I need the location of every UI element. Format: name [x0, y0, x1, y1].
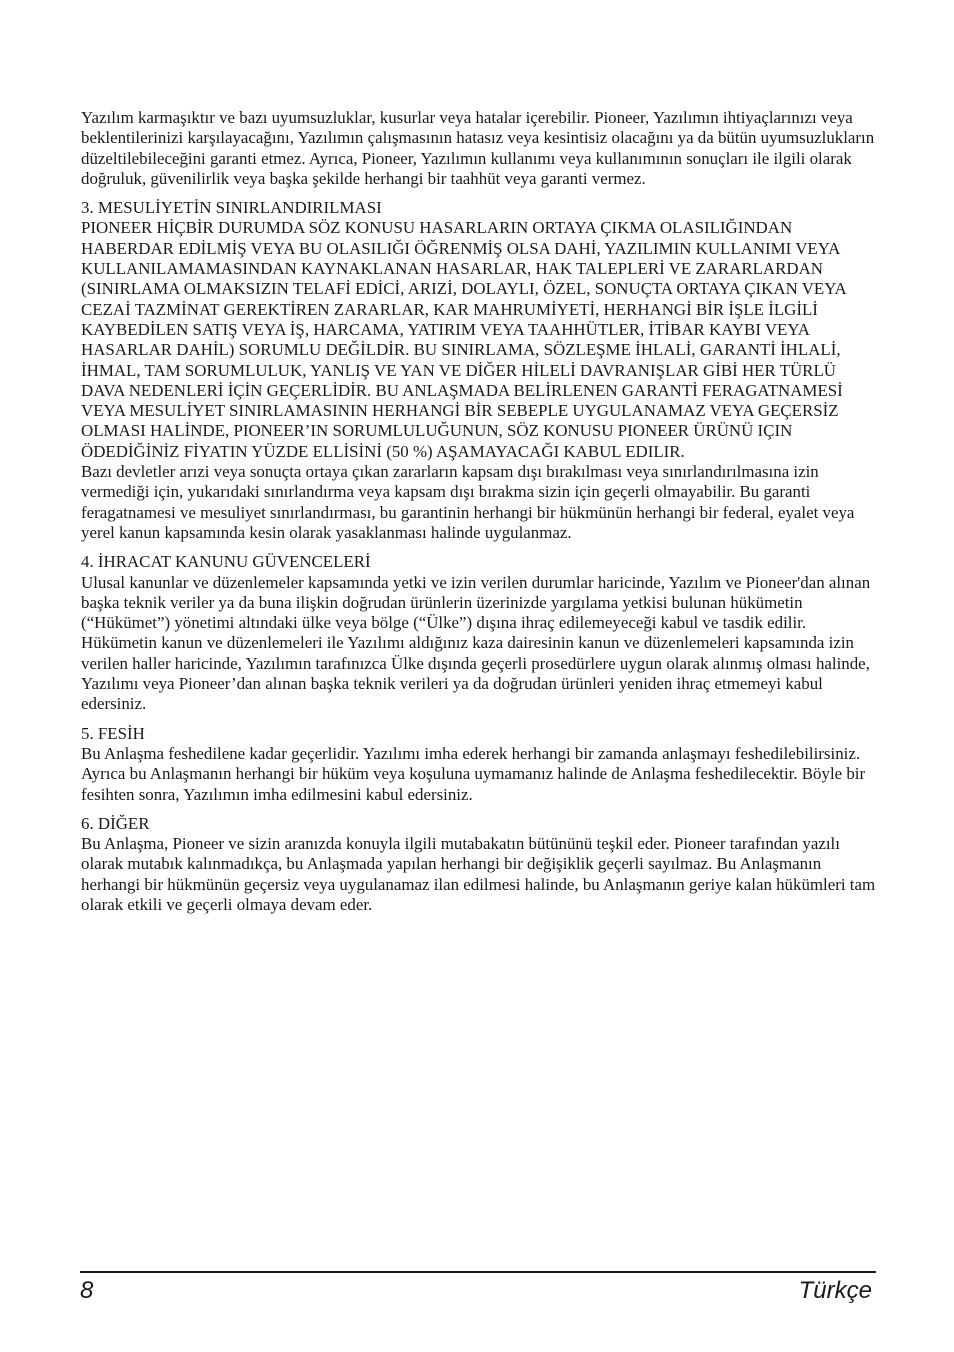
section-body-continued: Bazı devletler arızi veya sonuçta ortaya çıkan zararların kapsam dışı bırakılması veya sınırlandırılmasına izin vermediği için, yukarıdaki sınırlandırma veya kapsam dışı bırakma sizin için geçerli olmayabilir. Bu garanti feragatnamesi ve mesuliyet sınırlandırması, bu garantinin herhangi bir hükmünün herhangi bir federal, eyalet veya yerel kanun kapsamında kesin olarak yasaklanması halinde uygulanmaz. [81, 462, 855, 542]
section-liability [81, 198, 877, 543]
section-body: PIONEER HİÇBİR DURUMDA SÖZ KONUSU HASARLARIN ORTAYA ÇIKMA OLASILIĞINDAN HABERDAR EDİLMİŞ VEYA BU OLASILIĞI ÖĞRENMİŞ OLSA DAHİ, YAZILIMIN KULLANIMI VEYA KULLANILAMAMASINDAN KAYNAKLANAN HASARLAR, HAK TALEPLERİ VE ZARARLARDAN (SINIRLAMA OLMAKSIZIN TELAFİ EDİCİ, ARIZİ, DOLAYLI, ÖZEL, SONUÇTA ORTAYA ÇIKAN VEYA CEZAİ TAZMİNAT GEREKTİREN ZARARLAR, KAR MAHRUMİYETİ, HERHANGİ BİR İŞLE İLGİLİ KAYBEDİLEN SATIŞ VEYA İŞ, HARCAMA, YATIRIM VEYA TAAHHÜTLER, İTİBAR KAYBI VEYA HASARLAR DAHİL) SORUMLU DEĞİLDİR. BU SINIRLAMA, SÖZLEŞME İHLALİ, GARANTİ İHLALİ, İHMAL, TAM SORUMLULUK, YANLIŞ VE YAN VE DİĞER HİLELİ DAVRANIŞLAR GİBİ HER TÜRLÜ DAVA NEDENLERİ İÇİN GEÇERLİDİR. BU ANLAŞMADA BELİRLENEN GARANTİ FERAGATNAMESİ VEYA MESULİYET SINIRLAMASININ HERHANGİ BİR SEBEPLE UYGULANAMAZ VEYA GEÇERSİZ OLMASI HALİNDE, PIONEER’IN SORUMLULUĞUNUN, SÖZ KONUSU PIONEER ÜRÜNÜ IÇIN ÖDEDİĞİNİZ FİYATIN YÜZDE ELLİSİNİ (50 %) AŞAMAYACAĞI KABUL EDILIR. [81, 218, 846, 461]
section-other [81, 814, 877, 915]
section-title: 5. FESİH [81, 723, 145, 743]
page-footer [80, 1277, 872, 1305]
section-title: 6. DİĞER [81, 813, 150, 833]
section-body: Ulusal kanunlar ve düzenlemeler kapsamında yetki ve izin verilen durumlar haricinde, Yazılım ve Pioneer'dan alınan başka teknik veriler ya da buna ilişkin doğrudan ürünlerin üzerinizde yargılama yetkisi bulunan hükümetin (“Hükümet”) yönetimi altındaki ülke veya bölge (“Ülke”) dışına ihraç edilemeyeceği kabul ve tasdik edilir. Hükümetin kanun ve düzenlemeleri ile Yazılımı aldığınız kaza dairesinin kanun ve düzenlemeleri kapsamında izin verilen haller haricinde, Yazılımın tarafınızca Ülke dışında geçerli prosedürlere uygun olarak alınmış olması halinde, Yazılımı veya Pioneer’dan alınan başka teknik verileri ya da doğrudan ürünleri yeniden ihraç etmemeyi kabul edersiniz. [81, 572, 871, 714]
section-body: Bu Anlaşma feshedilene kadar geçerlidir. Yazılımı imha ederek herhangi bir zamanda anlaşmayı feshedilebilirsiniz. Ayrıca bu Anlaşmanın herhangi bir hüküm veya koşuluna uymamanız halinde de Anlaşma feshedilecektir. Böyle bir fesihten sonra, Yazılımın imha edilmesini kabul edersiniz. [81, 743, 866, 804]
footer-language: Türkçe [798, 1277, 872, 1304]
section-termination [81, 724, 877, 805]
page-number: 8 [80, 1277, 94, 1304]
intro-paragraph: Yazılım karmaşıktır ve bazı uyumsuzluklar, kusurlar veya hatalar içerebilir. Pioneer, Yazılımın ihtiyaçlarınızı veya beklentilerinizi karşılayacağını, Yazılımın çalışmasının hatasız veya kesintisiz olacağını ya da bütün uyumsuzlukların düzeltilebileceğini garanti etmez. Ayrıca, Pioneer, Yazılımın kullanımı veya kullanımının sonuçları ile ilgili olarak doğruluk, güvenilirlik veya başka şekilde herhangi bir taahhüt veya garanti vermez. [81, 108, 875, 188]
section-title: 3. MESULİYETİN SINIRLANDIRILMASI [81, 198, 382, 218]
section-body: Bu Anlaşma, Pioneer ve sizin aranızda konuyla ilgili mutabakatın bütününü teşkil eder. Pioneer tarafından yazılı olarak mutabık kalınmadıkça, bu Anlaşmada yapılan herhangi bir değişiklik geçerli sayılmaz. Bu Anlaşmanın herhangi bir hükmünün geçersiz veya uygulanamaz ilan edilmesi halinde, bu Anlaşmanın geriye kalan hükümleri tam olarak etkili ve geçerli olmaya devam eder. [81, 834, 876, 914]
document-body [81, 108, 877, 915]
section-export [81, 552, 877, 714]
section-title: 4. İHRACAT KANUNU GÜVENCELERİ [81, 552, 371, 572]
footer-divider [80, 1271, 876, 1273]
